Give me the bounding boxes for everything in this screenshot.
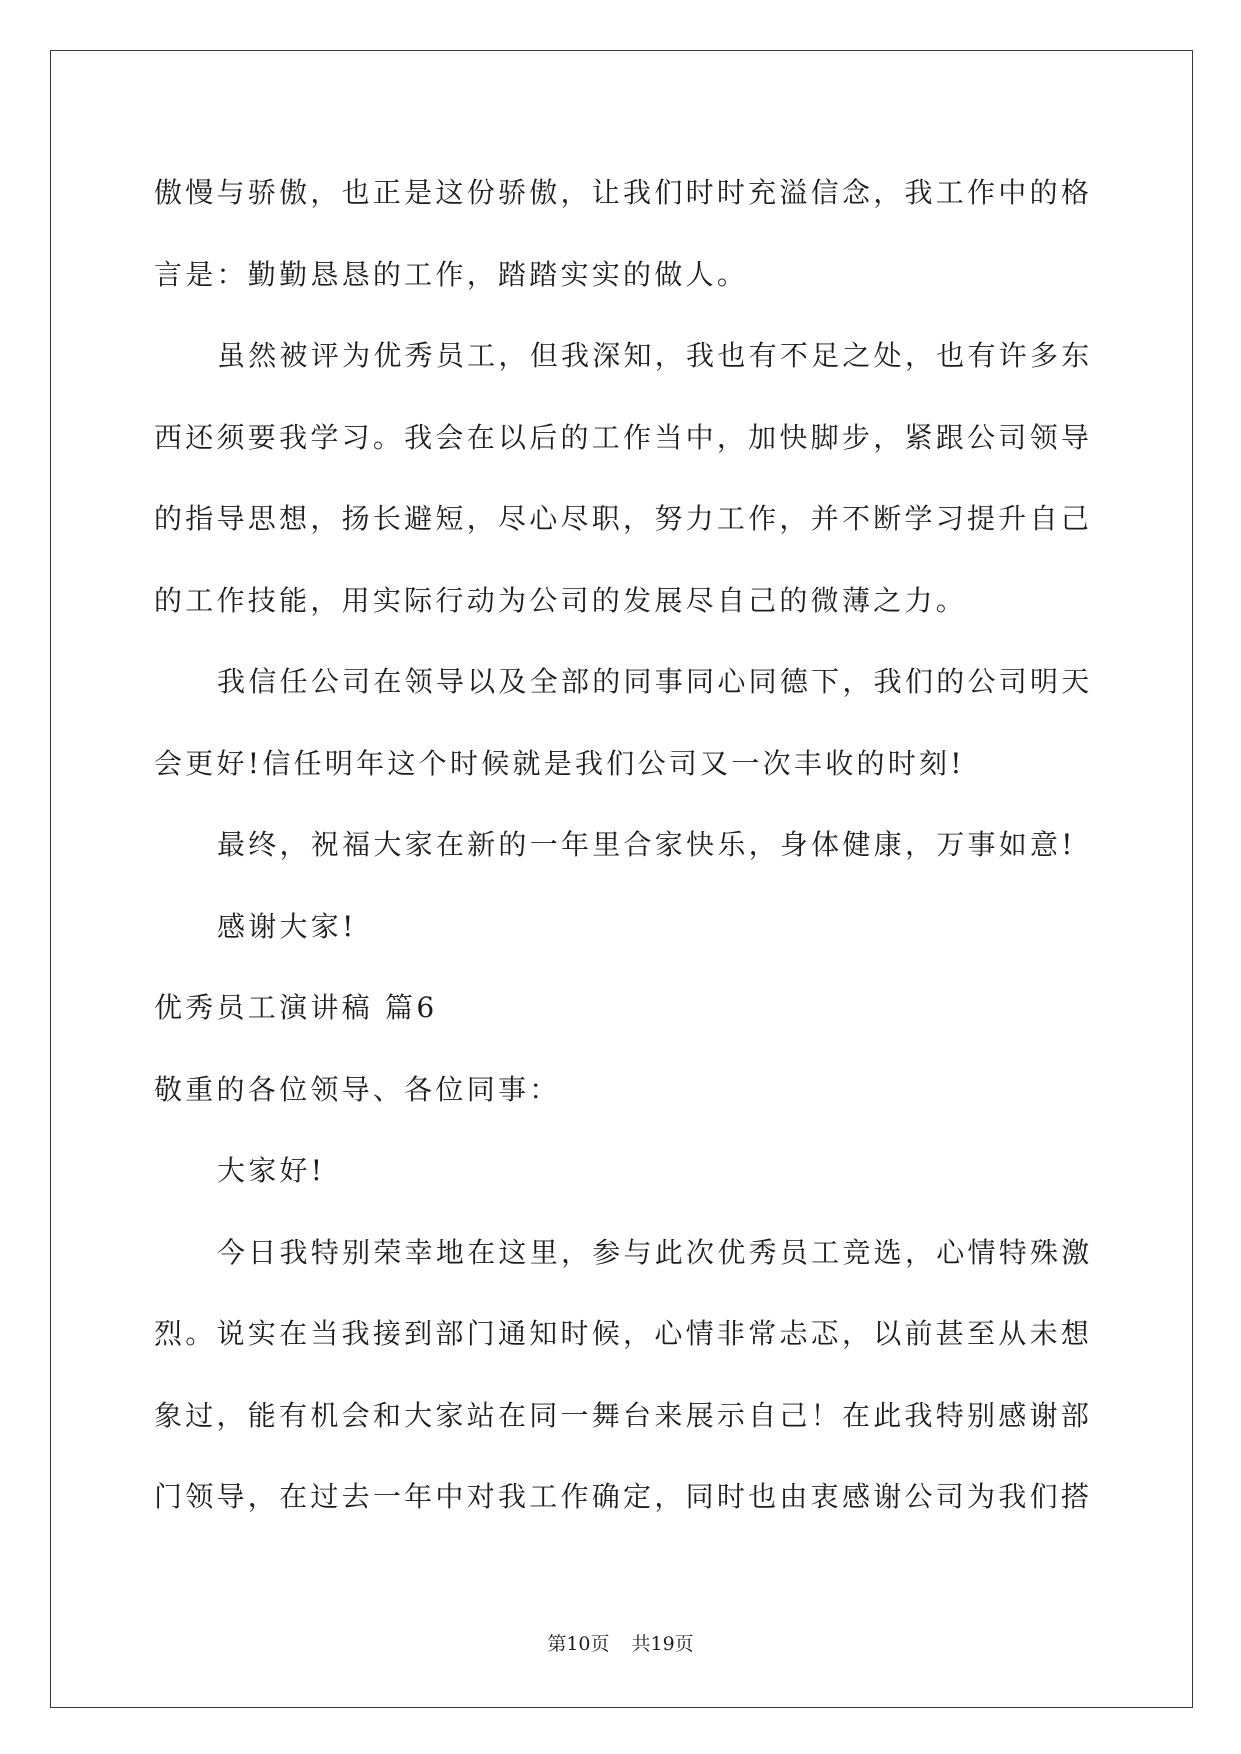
text-line: 虽然被评为优秀员工，但我深知，我也有不足之处，也有许多东	[217, 339, 1093, 372]
text-line: 今日我特别荣幸地在这里，参与此次优秀员工竞选，心情特殊激	[217, 1235, 1093, 1269]
text-line: 傲慢与骄傲，也正是这份骄傲，让我们时时充溢信念，我工作中的格	[154, 176, 1093, 209]
text-line: 门领导，在过去一年中对我工作确定，同时也由衷感谢公司为我们搭	[154, 1480, 1093, 1513]
document-body	[154, 152, 1092, 1538]
paragraph	[154, 886, 1092, 968]
text-line: 最终，祝福大家在新的一年里合家快乐，身体健康，万事如意!	[217, 828, 1076, 861]
paragraph	[154, 804, 1092, 886]
paragraph	[154, 152, 1092, 315]
text-line: 烈。说实在当我接到部门通知时候，心情非常忐忑，以前甚至从未想	[154, 1317, 1093, 1350]
text-line: 的工作技能，用实际行动为公司的发展尽自己的微薄之力。	[154, 583, 968, 617]
text-line: 感谢大家!	[217, 909, 357, 943]
text-line: 言是：勤勤恳恳的工作，踏踏实实的做人。	[154, 257, 749, 291]
section-heading: 优秀员工演讲稿 篇6	[154, 991, 438, 1024]
text-line: 会更好!信任明年这个时候就是我们公司又一次丰收的时刻!	[154, 746, 965, 780]
text-line: 西还须要我学习。我会在以后的工作当中，加快脚步，紧跟公司领导	[154, 420, 1093, 454]
text-line: 的指导思想，扬长避短，尽心尽职，努力工作，并不断学习提升自己	[154, 502, 1093, 535]
paragraph	[154, 315, 1092, 641]
page-total-label: 共19页	[631, 1633, 694, 1655]
text-line: 象过，能有机会和大家站在同一舞台来展示自己！在此我特别感谢部	[154, 1398, 1093, 1432]
page-footer	[0, 1630, 1241, 1658]
paragraph	[154, 1212, 1092, 1538]
paragraph	[154, 641, 1092, 804]
salutation: 敬重的各位领导、各位同事：	[154, 1072, 561, 1106]
text-line: 我信任公司在领导以及全部的同事同心同德下，我们的公司明天	[217, 665, 1093, 698]
page-number-label: 第10页	[547, 1633, 610, 1655]
greeting: 大家好!	[217, 1154, 326, 1187]
